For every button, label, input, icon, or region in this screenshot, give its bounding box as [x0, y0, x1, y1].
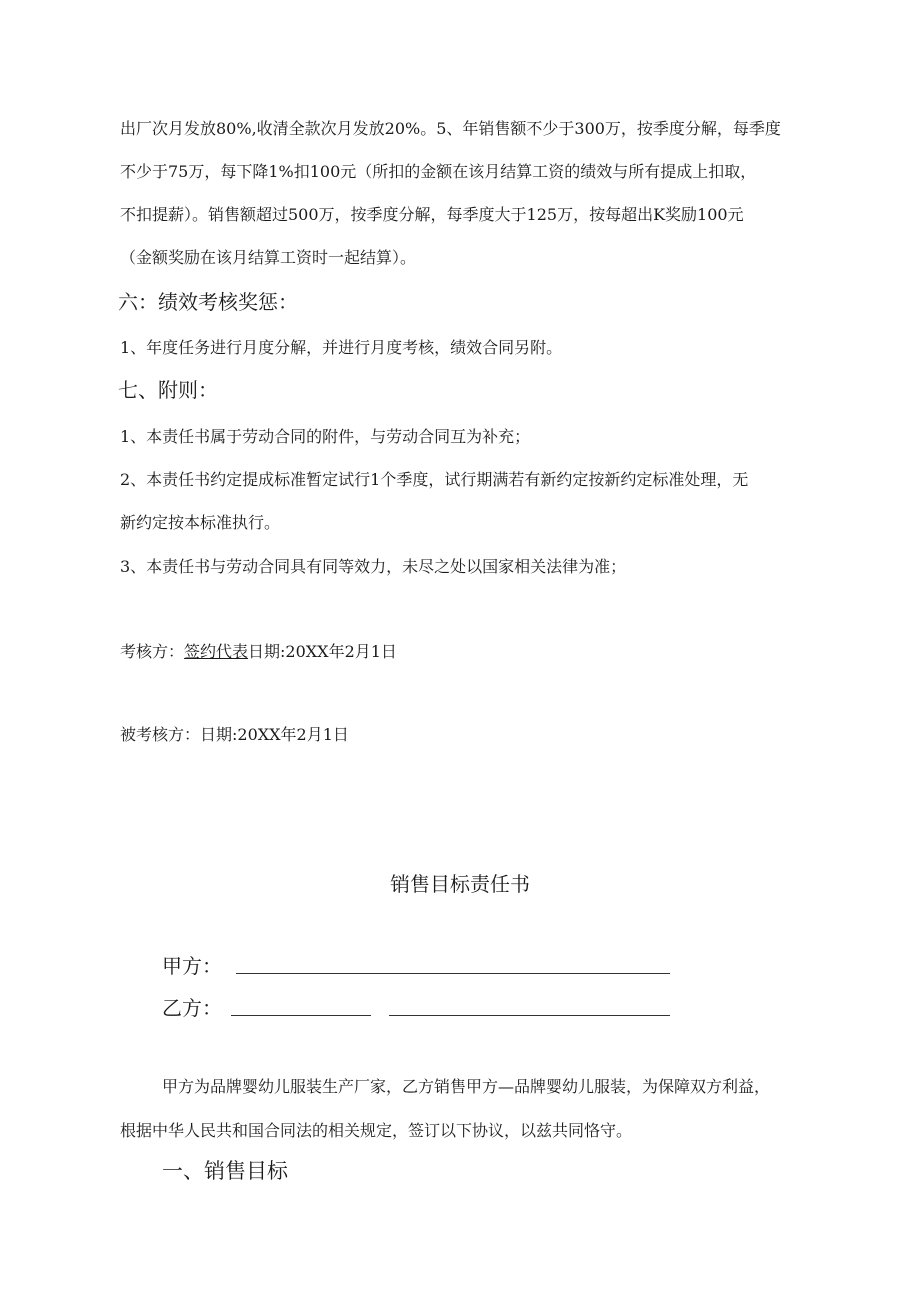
section6-heading: 六：绩效考核奖惩：	[118, 290, 298, 314]
section7-heading: 七、附则：	[118, 378, 218, 402]
section6-item-1: 1、年度任务进行月度分解，并进行月度考核，绩效合同另附。	[120, 338, 563, 357]
section7-item-2-cont: 新约定按本标准执行。	[120, 513, 281, 532]
section5-line-1: 出厂次月发放80%,收清全款次月发放20%。5、年销售额不少于300万，按季度分解，每季度	[120, 119, 781, 138]
examinee-signature-line	[120, 725, 349, 745]
party-a-label: 甲方：	[162, 954, 222, 978]
party-b-blank-line-1	[231, 1015, 371, 1016]
section1-heading: 一、销售目标	[162, 1159, 288, 1183]
section7-item-3: 3、本责任书与劳动合同具有同等效力，未尽之处以国家相关法律为准；	[120, 557, 627, 576]
examiner-signature-line	[120, 642, 397, 662]
examiner-label: 考核方：	[120, 642, 185, 661]
section5-line-3: 不扣提薪）。销售额超过500万，按季度分解，每季度大于125万，按每超出K奖励100元	[120, 205, 744, 224]
contract-title: 销售目标责任书	[390, 872, 530, 896]
party-b-blank-line-2	[389, 1015, 670, 1016]
section5-line-4: （金额奖励在该月结算工资时一起结算）。	[120, 248, 417, 267]
examiner-date: 日期:20XX年2月1日	[248, 642, 397, 661]
party-b-label: 乙方：	[162, 996, 222, 1020]
party-a-blank-line	[236, 973, 670, 974]
section7-item-2: 2、本责任书约定提成标准暂定试行1个季度，试行期满若有新约定按新约定标准处理，无	[120, 470, 749, 489]
intro-line-2: 根据中华人民共和国合同法的相关规定，签订以下协议，以兹共同恪守。	[120, 1121, 633, 1140]
examiner-representative: 签约代表	[184, 642, 249, 661]
section5-line-2: 不少于75万，每下降1%扣100元（所扣的金额在该月结算工资的绩效与所有提成上扣取，	[120, 162, 757, 181]
examinee-label: 被考核方：	[120, 725, 201, 744]
examinee-date: 日期:20XX年2月1日	[200, 725, 349, 744]
section7-item-1: 1、本责任书属于劳动合同的附件，与劳动合同互为补充；	[120, 427, 531, 446]
intro-line-1: 甲方为品牌婴幼儿服装生产厂家，乙方销售甲方—品牌婴幼儿服装，为保障双方利益，	[162, 1077, 771, 1096]
